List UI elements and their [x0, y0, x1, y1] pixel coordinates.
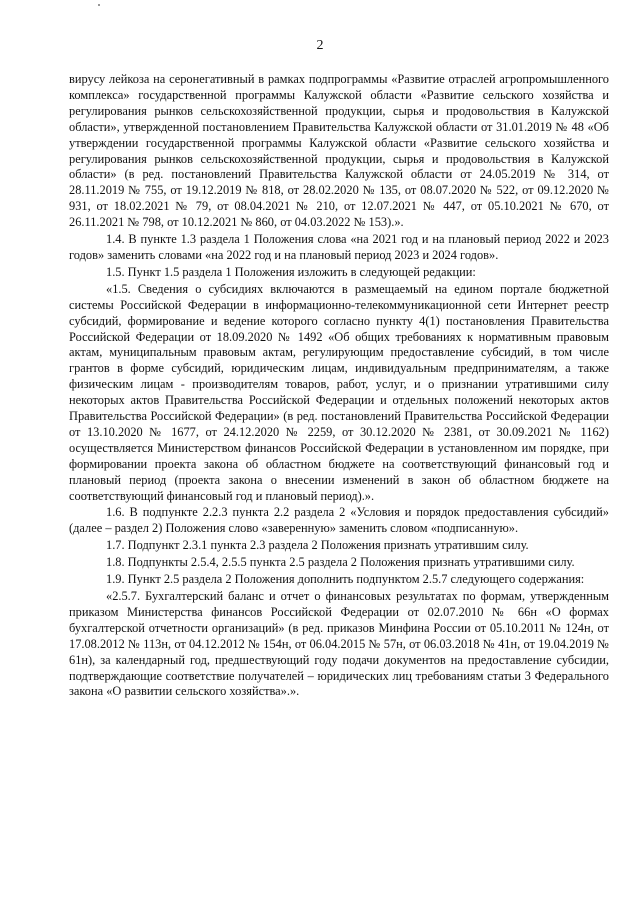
paragraph-1-8: 1.8. Подпункты 2.5.4, 2.5.5 пункта 2.5 раздела 2 Положения признать утратившими силу. — [106, 555, 575, 570]
paragraph-1-7: 1.7. Подпункт 2.3.1 пункта 2.3 раздела 2 Положения признать утратившим силу. — [106, 538, 529, 553]
paragraph-1-4: 1.4. В пункте 1.3 раздела 1 Положения слова «на 2021 год и на плановый период 2022 и 2023 годов» заменить словами «на 2022 год и на плановый период 2023 и 2024 годов». — [69, 232, 609, 262]
paragraph-continuation: вирусу лейкоза на серонегативный в рамках подпрограммы «Развитие отраслей агропромышленного комплекса» государственной программы Калужской области «Развитие сельского хозяйства и регулирования рынков сельскохозяйственной продукции, сырья и продовольствия в Калужской области», утвержденной постановлением Правительства Калужской области от 31.01.2019 № 48 «Об утверждении государственной программы Калужской области «Развитие сельского хозяйства и регулирования рынков сельскохозяйственной продукции, сырья и продовольствия в Калужской области» (в ред. постановлений Правительства Калужской области от 24.05.2019 № 314, от 28.11.2019 № 755, от 19.12.2019 № 818, от 28.02.2020 № 135, от 08.07.2020 № 522, от 09.12.2020 № 931, от 18.02.2021 № 79, от 08.04.2021 № 210, от 12.07.2021 № 447, от 05.10.2021 № 670, от 26.11.2021 № 798, от 10.12.2021 № 860, от 04.03.2022 № 153).». — [69, 72, 609, 230]
paragraph-1-5: 1.5. Пункт 1.5 раздела 1 Положения изложить в следующей редакции: — [106, 264, 476, 279]
page-number: 2 — [316, 38, 324, 53]
document-body — [69, 72, 609, 700]
paragraph-2-5-7: «2.5.7. Бухгалтерский баланс и отчет о финансовых результатах по формам, утвержденным приказом Министерства финансов Российской Федерации от 02.07.2010 № 66н «О формах бухгалтерской отчетности организаций» (в ред. приказов Минфина России от 05.10.2011 № 124н, от 17.08.2012 № 113н, от 04.12.2012 № 154н, от 06.04.2015 № 57н, от 06.03.2018 № 41н, от 19.04.2019 № 61н), за календарный год, предшествующий году подачи документов на предоставление субсидии, подтверждающие соответствие получателей – юридических лиц требованиям статьи 3 Федерального закона «О развитии сельского хозяйства».». — [69, 589, 609, 699]
paragraph-1-5-text: «1.5. Сведения о субсидиях включаются в размещаемый на едином портале бюджетной системы Российской Федерации в информационно-телекоммуникационной сети Интернет реестр субсидий, формирование и ведение которого согласно пункту 4(1) постановления Правительства Российской Федерации от 18.09.2020 № 1492 «Об общих требованиях к нормативным правовым актам, муниципальным правовым актам, регулирующим предоставление субсидий, в том числе грантов в форме субсидий, юридическим лицам, индивидуальным предпринимателям, а также физическим лицам - производителям товаров, работ, услуг, и о признании утратившими силу некоторых актов Правительства Российской Федерации и отдельных положений некоторых актов Правительства Российской Федерации» (в ред. постановлений Правительства Российской Федерации от 13.10.2020 № 1677, от 24.12.2020 № 2259, от 30.12.2020 № 2381, от 30.09.2021 № 1162) осуществляется Министерством финансов Российской Федерации в установленном им порядке, при формировании проекта закона об областном бюджете на соответствующий финансовый год и плановый период (проекта закона о внесении изменений в закон об областном бюджете на соответствующий финансовый год и плановый период).». — [69, 281, 609, 503]
scan-dot — [98, 4, 100, 6]
paragraph-1-9: 1.9. Пункт 2.5 раздела 2 Положения дополнить подпунктом 2.5.7 следующего содержания: — [106, 572, 585, 587]
paragraph-1-6: 1.6. В подпункте 2.2.3 пункта 2.2 раздела 2 «Условия и порядок предоставления субсидий» (далее – раздел 2) Положения слово «заверенную» заменить словом «подписанную». — [69, 505, 609, 536]
